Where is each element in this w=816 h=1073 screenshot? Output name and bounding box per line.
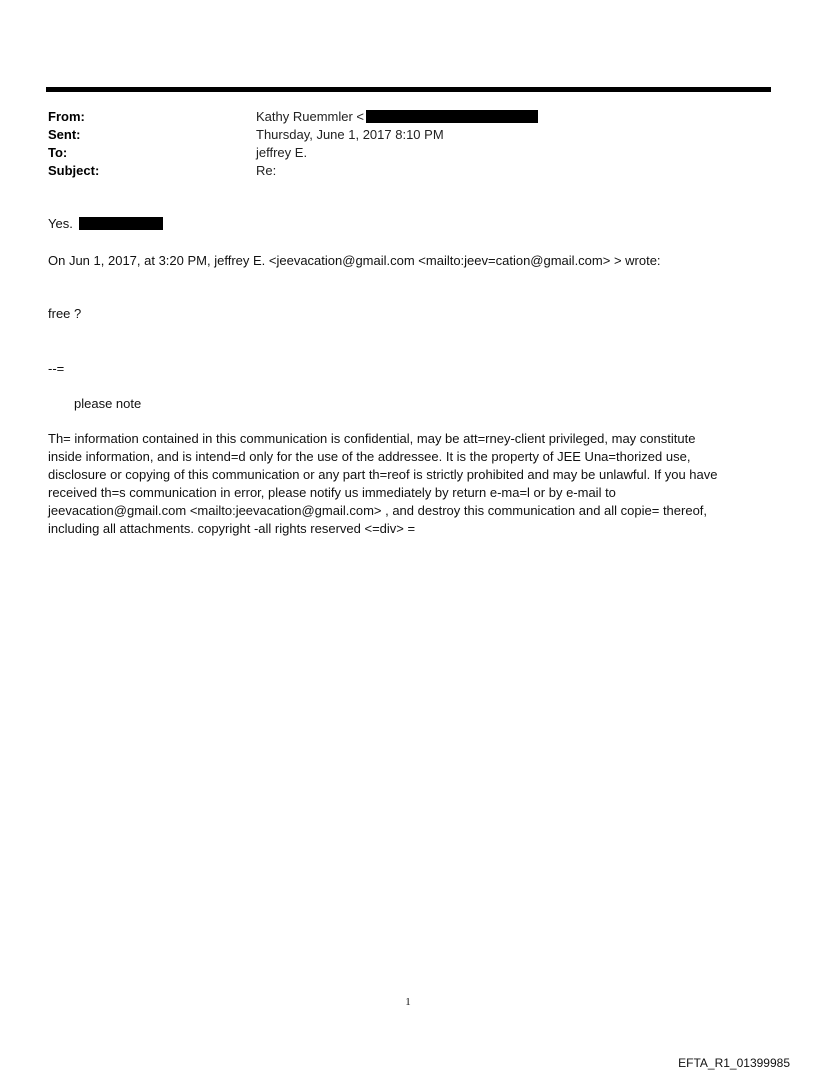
please-note-heading: please note bbox=[74, 396, 142, 411]
to-value: jeffrey E. bbox=[256, 145, 308, 160]
quoted-message: free ? bbox=[48, 306, 82, 321]
to-label: To: bbox=[48, 145, 68, 160]
header-divider bbox=[46, 87, 771, 92]
from-label: From: bbox=[48, 109, 85, 124]
quote-header: On Jun 1, 2017, at 3:20 PM, jeffrey E. <jeevacation@gmail.com <mailto:jeev=cation@gmail.com> > wrote: bbox=[48, 253, 661, 268]
page-number: 1 bbox=[405, 996, 411, 1008]
disclaimer-line: including all attachments. copyright -all rights reserved <=div> = bbox=[48, 521, 416, 536]
signature-separator: --= bbox=[48, 361, 65, 376]
subject-row bbox=[48, 162, 768, 180]
disclaimer-line: received th=s communication in error, please notify us immediately by return e-ma=l or by e-mail to bbox=[48, 485, 616, 500]
from-value bbox=[256, 108, 538, 126]
to-row bbox=[48, 144, 768, 162]
sent-value: Thursday, June 1, 2017 8:10 PM bbox=[256, 127, 444, 142]
from-sender: Kathy Ruemmler < bbox=[256, 109, 365, 124]
sent-label: Sent: bbox=[48, 127, 81, 142]
redaction-bar bbox=[366, 110, 538, 123]
confidentiality-disclaimer bbox=[48, 430, 768, 538]
disclaimer-line: Th= information contained in this communication is confidential, may be att=rney-client privileged, may constitute bbox=[48, 431, 696, 446]
reply-word: Yes. bbox=[48, 216, 73, 231]
disclaimer-line: inside information, and is intend=d only for the use of the addressee. It is the property of JEE Una=thorized use, bbox=[48, 449, 691, 464]
subject-value: Re: bbox=[256, 163, 277, 178]
document-id: EFTA_R1_01399985 bbox=[678, 1056, 790, 1070]
disclaimer-line: jeevacation@gmail.com <mailto:jeevacation@gmail.com> , and destroy this communication and all copie= thereof, bbox=[48, 503, 708, 518]
subject-label: Subject: bbox=[48, 163, 100, 178]
from-row bbox=[48, 108, 768, 126]
sent-row bbox=[48, 126, 768, 144]
disclaimer-line: disclosure or copying of this communication or any part th=reof is strictly prohibited and may be unlawful. If you have bbox=[48, 467, 718, 482]
email-header bbox=[48, 108, 768, 180]
reply-text bbox=[48, 215, 163, 233]
redaction-bar bbox=[79, 217, 163, 230]
